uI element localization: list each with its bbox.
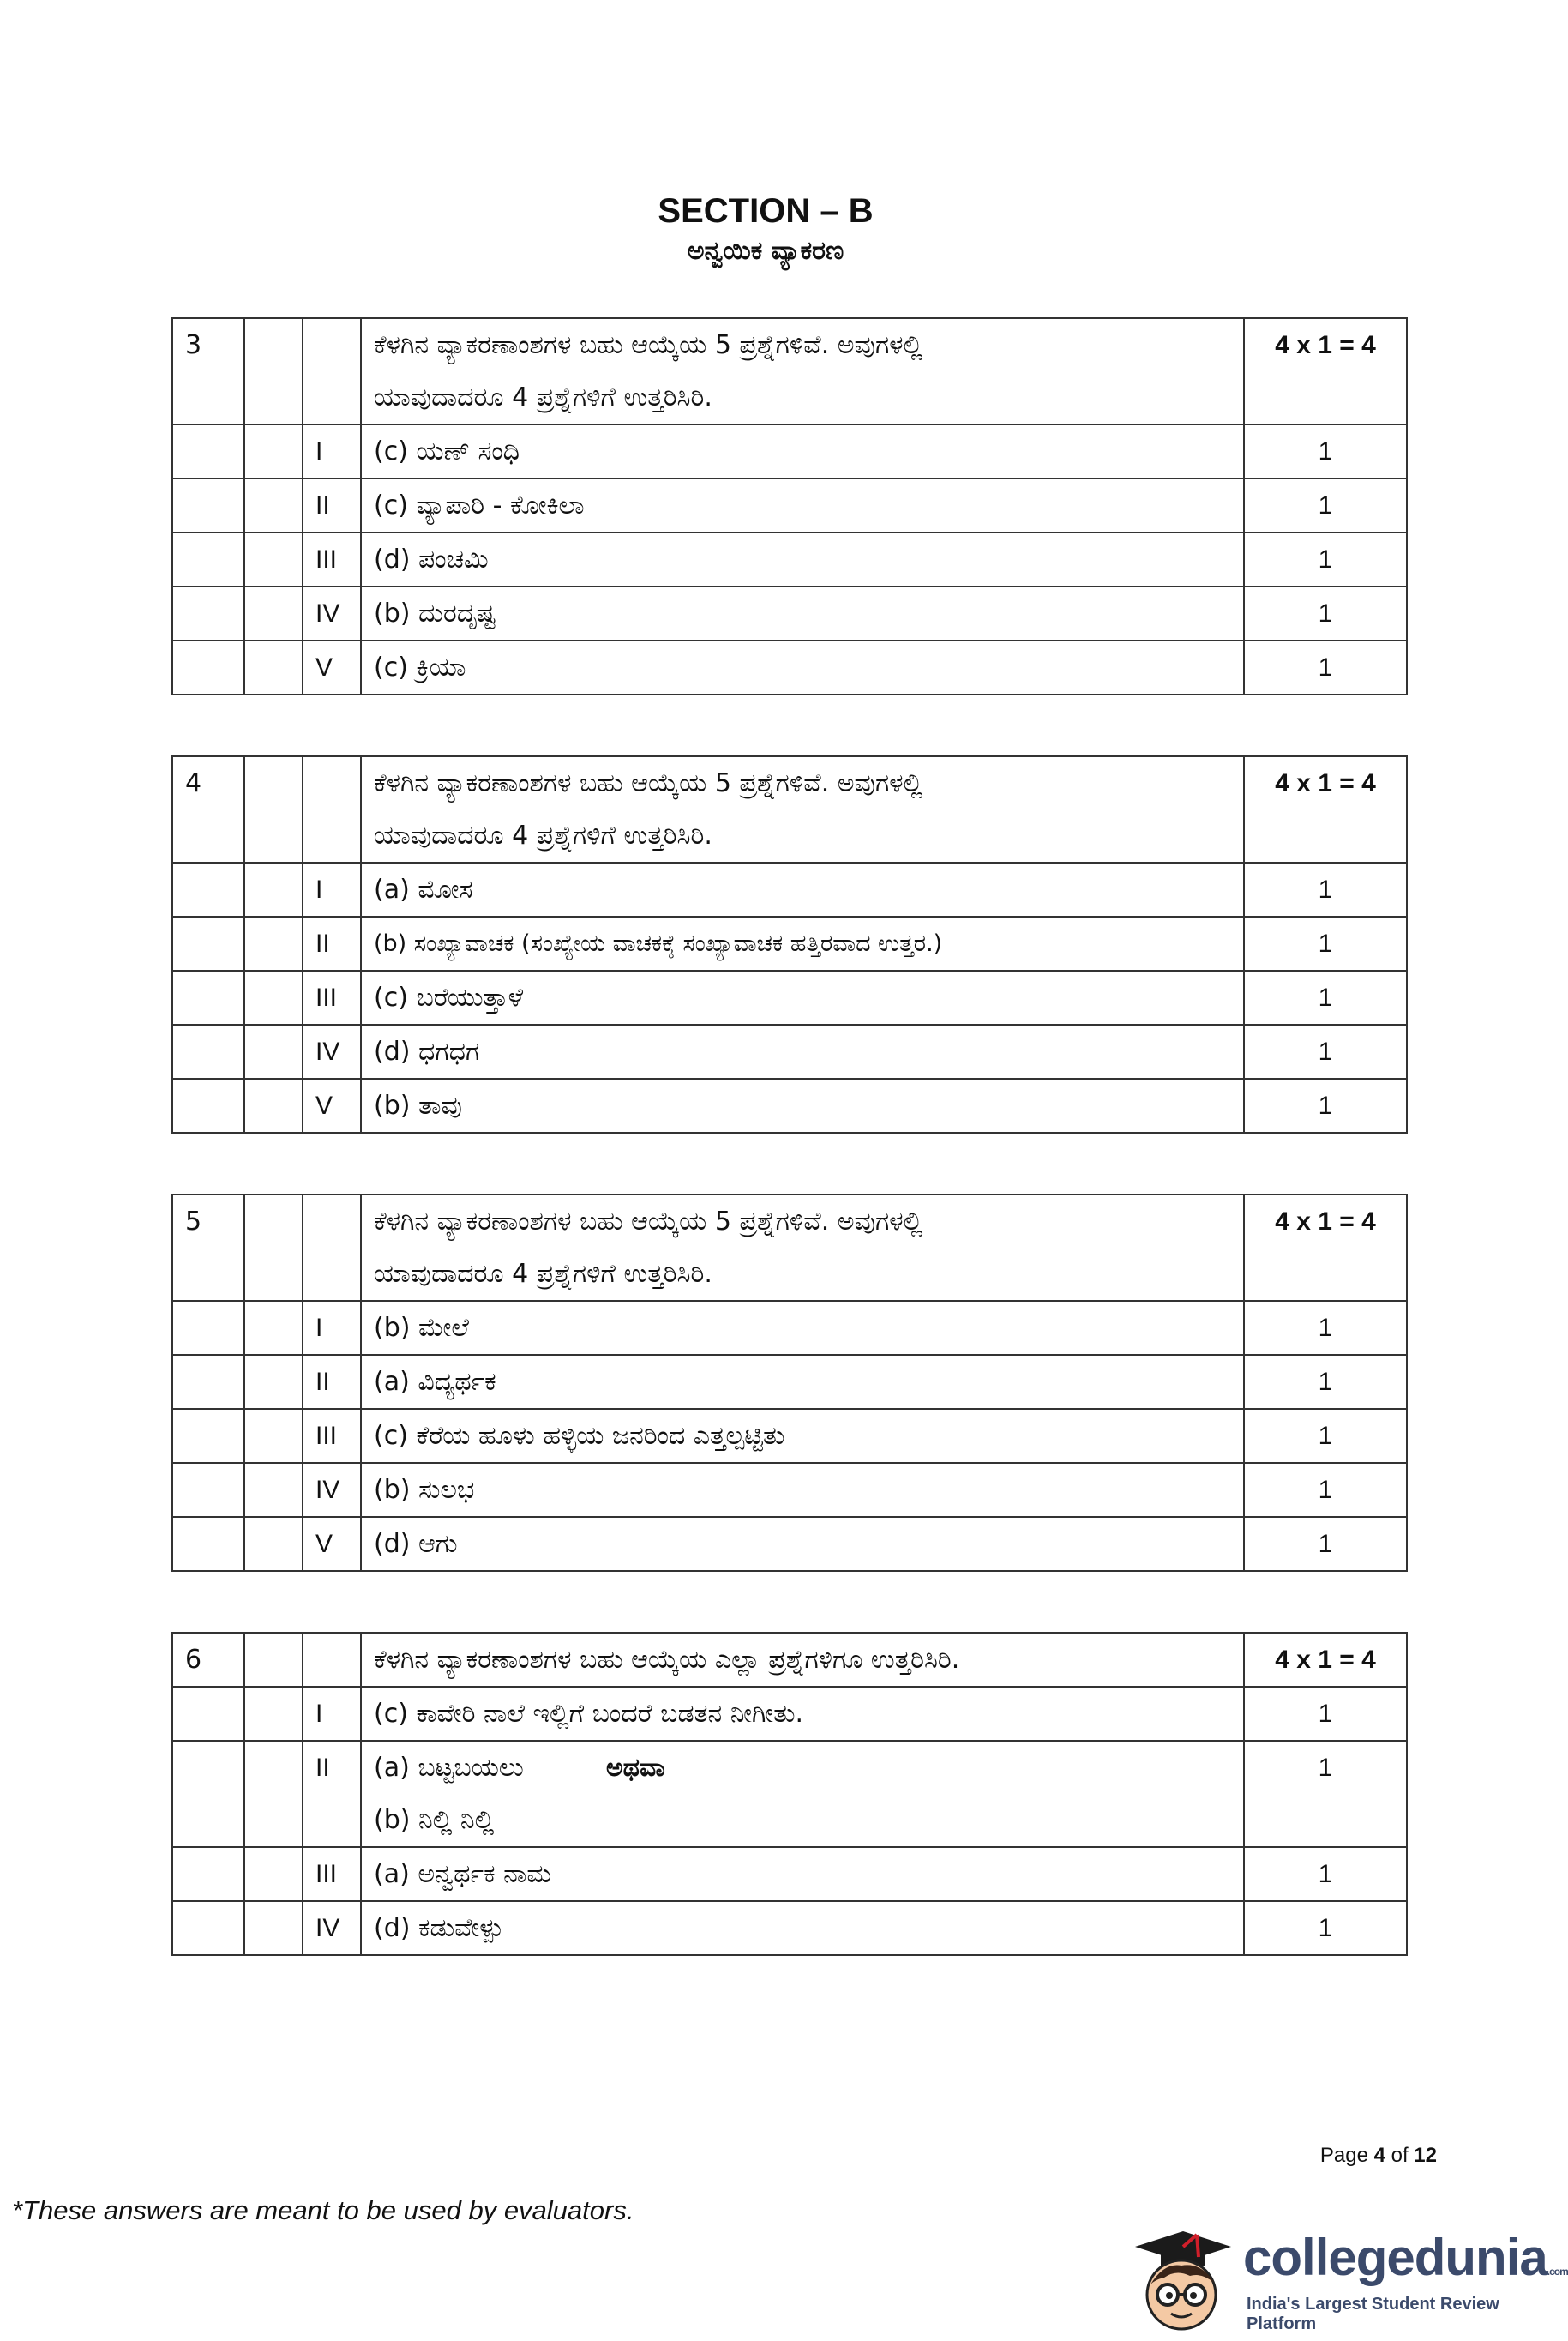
answer-text: (c) ಕೆರೆಯ ಹೂಳು ಹಳ್ಳಿಯ ಜನರಿಂದ ಎತ್ತಲ್ಪಟ್ಟಿತು	[361, 1409, 1244, 1463]
logo-name: collegedunia	[1243, 2229, 1547, 2286]
answer-marks: 1	[1244, 917, 1407, 971]
question-header-row	[172, 318, 1407, 424]
statement-line: ಯಾವುದಾದರೂ 4 ಪ್ರಶ್ನೆಗಳಿಗೆ ಉತ್ತರಿಸಿರಿ.	[374, 821, 712, 851]
footer-note: *These answers are meant to be used by evaluators.	[12, 2195, 634, 2225]
answer-line	[374, 1742, 1235, 1794]
answer-marks: 1	[1244, 1901, 1407, 1955]
answer-row	[172, 917, 1407, 971]
question-statement	[361, 756, 1244, 863]
answer-marks: 1	[1244, 863, 1407, 917]
answer-text: (c) ವ್ಯಾಪಾರಿ - ಕೋಕಿಲಾ	[361, 478, 1244, 533]
answer-row	[172, 1079, 1407, 1133]
question-number: 6	[172, 1633, 244, 1687]
answer-row	[172, 1301, 1407, 1355]
answer-text: (b) ಮೇಲೆ	[361, 1301, 1244, 1355]
sub-number: III	[303, 1847, 361, 1901]
answer-marks: 1	[1244, 641, 1407, 695]
sub-number: IV	[303, 1025, 361, 1079]
answer-row	[172, 1463, 1407, 1517]
sub-number: III	[303, 533, 361, 587]
answer-text: (c) ಬರೆಯುತ್ತಾಳೆ	[361, 971, 1244, 1025]
answer-text: (c) ಕಾವೇರಿ ನಾಲೆ ಇಲ್ಲಿಗೆ ಬಂದರೆ ಬಡತನ ನೀಗೀತು.	[361, 1687, 1244, 1741]
question-number: 5	[172, 1195, 244, 1301]
question-header-row	[172, 1195, 1407, 1301]
page-total: 12	[1414, 2144, 1437, 2167]
answer-row	[172, 1517, 1407, 1571]
answer-row	[172, 424, 1407, 478]
page-prefix: Page	[1319, 2144, 1374, 2167]
question-header-row	[172, 1633, 1407, 1687]
answer-marks: 1	[1244, 1301, 1407, 1355]
page-current: 4	[1373, 2144, 1385, 2167]
answer-marks: 1	[1244, 1463, 1407, 1517]
or-word: ಅಥವಾ	[605, 1753, 665, 1783]
question-number: 4	[172, 756, 244, 863]
question-table-5	[171, 1194, 1408, 1572]
sub-number: IV	[303, 1901, 361, 1955]
answer-marks: 1	[1244, 1079, 1407, 1133]
page-middle: of	[1385, 2144, 1415, 2167]
statement-line: ಕೆಳಗಿನ ವ್ಯಾಕರಣಾಂಶಗಳ ಬಹು ಆಯ್ಕೆಯ 5 ಪ್ರಶ್ನೆಗಳಿವೆ. ಅವುಗಳಲ್ಲಿ	[374, 330, 923, 360]
student-mascot-icon	[1130, 2209, 1241, 2338]
answer-row	[172, 1687, 1407, 1741]
answer-text: (a) ಅನ್ವರ್ಥಕ ನಾಮ	[361, 1847, 1244, 1901]
answer-row	[172, 478, 1407, 533]
statement-line: ಯಾವುದಾದರೂ 4 ಪ್ರಶ್ನೆಗಳಿಗೆ ಉತ್ತರಿಸಿರಿ.	[374, 1259, 712, 1289]
answer-marks: 1	[1244, 533, 1407, 587]
answer-text: (b) ತಾವು	[361, 1079, 1244, 1133]
answer-text: (d) ಪಂಚಮಿ	[361, 533, 1244, 587]
question-statement	[361, 318, 1244, 424]
sub-number: II	[303, 1741, 361, 1847]
answer-row	[172, 1355, 1407, 1409]
question-statement	[361, 1195, 1244, 1301]
question-table-4	[171, 755, 1408, 1134]
answer-text: (d) ಧಗಧಗ	[361, 1025, 1244, 1079]
answer-marks: 1	[1244, 424, 1407, 478]
answer-text: (b) ದುರದೃಷ್ಟ	[361, 587, 1244, 641]
sub-number: III	[303, 971, 361, 1025]
answer-text: (c) ಯಣ್ ಸಂಧಿ	[361, 424, 1244, 478]
statement-line: ಕೆಳಗಿನ ವ್ಯಾಕರಣಾಂಶಗಳ ಬಹು ಆಯ್ಕೆಯ 5 ಪ್ರಶ್ನೆಗಳಿವೆ. ಅವುಗಳಲ್ಲಿ	[374, 1207, 923, 1237]
question-marks: 4 x 1 = 4	[1244, 318, 1407, 424]
answer-text: (b) ಸಂಖ್ಯಾವಾಚಕ (ಸಂಖ್ಯೇಯ ವಾಚಕಕ್ಕೆ ಸಂಖ್ಯಾವಾಚಕ ಹತ್ತಿರವಾದ ಉತ್ತರ.)	[361, 917, 1244, 971]
collegedunia-logo	[1130, 2209, 1568, 2338]
sub-number: V	[303, 1079, 361, 1133]
sub-number: I	[303, 863, 361, 917]
statement-line: ಯಾವುದಾದರೂ 4 ಪ್ರಶ್ನೆಗಳಿಗೆ ಉತ್ತರಿಸಿರಿ.	[374, 382, 712, 412]
sub-number: II	[303, 1355, 361, 1409]
answer-row	[172, 1409, 1407, 1463]
page-number	[1320, 2144, 1437, 2168]
question-table-3	[171, 317, 1408, 695]
sub-number: IV	[303, 1463, 361, 1517]
answer-row	[172, 1901, 1407, 1955]
statement-line: ಕೆಳಗಿನ ವ್ಯಾಕರಣಾಂಶಗಳ ಬಹು ಆಯ್ಕೆಯ 5 ಪ್ರಶ್ನೆಗಳಿವೆ. ಅವುಗಳಲ್ಲಿ	[374, 768, 923, 798]
sub-number: V	[303, 1517, 361, 1571]
statement-line: ಕೆಳಗಿನ ವ್ಯಾಕರಣಾಂಶಗಳ ಬಹು ಆಯ್ಕೆಯ ಎಲ್ಲಾ ಪ್ರಶ್ನೆಗಳಿಗೂ ಉತ್ತರಿಸಿರಿ.	[374, 1645, 960, 1675]
sub-number: I	[303, 424, 361, 478]
answer-row	[172, 971, 1407, 1025]
answer-option: (a) ಬಟ್ಟಬಯಲು	[374, 1753, 524, 1783]
answer-row	[172, 587, 1407, 641]
answer-marks: 1	[1244, 1025, 1407, 1079]
sub-number: I	[303, 1687, 361, 1741]
answer-text: (b) ಸುಲಭ	[361, 1463, 1244, 1517]
sub-number: III	[303, 1409, 361, 1463]
question-marks: 4 x 1 = 4	[1244, 756, 1407, 863]
answer-alt: (b) ನಿಲ್ಲಿ ನಿಲ್ಲಿ	[374, 1805, 495, 1835]
section-title: SECTION – B	[658, 192, 874, 230]
answer-row	[172, 1847, 1407, 1901]
answer-text: (a) ಮೋಸ	[361, 863, 1244, 917]
question-table-6	[171, 1632, 1408, 1956]
answer-marks: 1	[1244, 1517, 1407, 1571]
answer-marks: 1	[1244, 1687, 1407, 1741]
answer-text: (a) ವಿದ್ಯರ್ಥಕ	[361, 1355, 1244, 1409]
section-heading	[0, 190, 1531, 271]
answer-text	[361, 1741, 1244, 1847]
answer-row	[172, 863, 1407, 917]
answer-marks: 1	[1244, 1355, 1407, 1409]
sub-number: IV	[303, 587, 361, 641]
answer-row	[172, 533, 1407, 587]
question-header-row	[172, 756, 1407, 863]
section-subtitle: ಅನ್ವಯಿಕ ವ್ಯಾಕರಣ	[687, 236, 844, 266]
answer-row	[172, 1025, 1407, 1079]
sub-number: II	[303, 917, 361, 971]
answer-marks: 1	[1244, 587, 1407, 641]
answer-marks: 1	[1244, 478, 1407, 533]
answer-text: (d) ಕಡುವೇಳ್ಪು	[361, 1901, 1244, 1955]
logo-wordmark	[1243, 2228, 1568, 2287]
logo-suffix: .com	[1547, 2266, 1568, 2278]
answer-marks: 1	[1244, 1741, 1407, 1847]
sub-number: II	[303, 478, 361, 533]
question-marks: 4 x 1 = 4	[1244, 1633, 1407, 1687]
answer-text: (c) ಕ್ರಿಯಾ	[361, 641, 1244, 695]
sub-number: V	[303, 641, 361, 695]
answer-row	[172, 1741, 1407, 1847]
answer-text: (d) ಆಗು	[361, 1517, 1244, 1571]
question-statement	[361, 1633, 1244, 1687]
question-marks: 4 x 1 = 4	[1244, 1195, 1407, 1301]
answer-marks: 1	[1244, 971, 1407, 1025]
answer-marks: 1	[1244, 1409, 1407, 1463]
logo-tagline: India's Largest Student Review Platform	[1247, 2295, 1499, 2333]
answer-marks: 1	[1244, 1847, 1407, 1901]
sub-number: I	[303, 1301, 361, 1355]
question-number: 3	[172, 318, 244, 424]
answer-row	[172, 641, 1407, 695]
